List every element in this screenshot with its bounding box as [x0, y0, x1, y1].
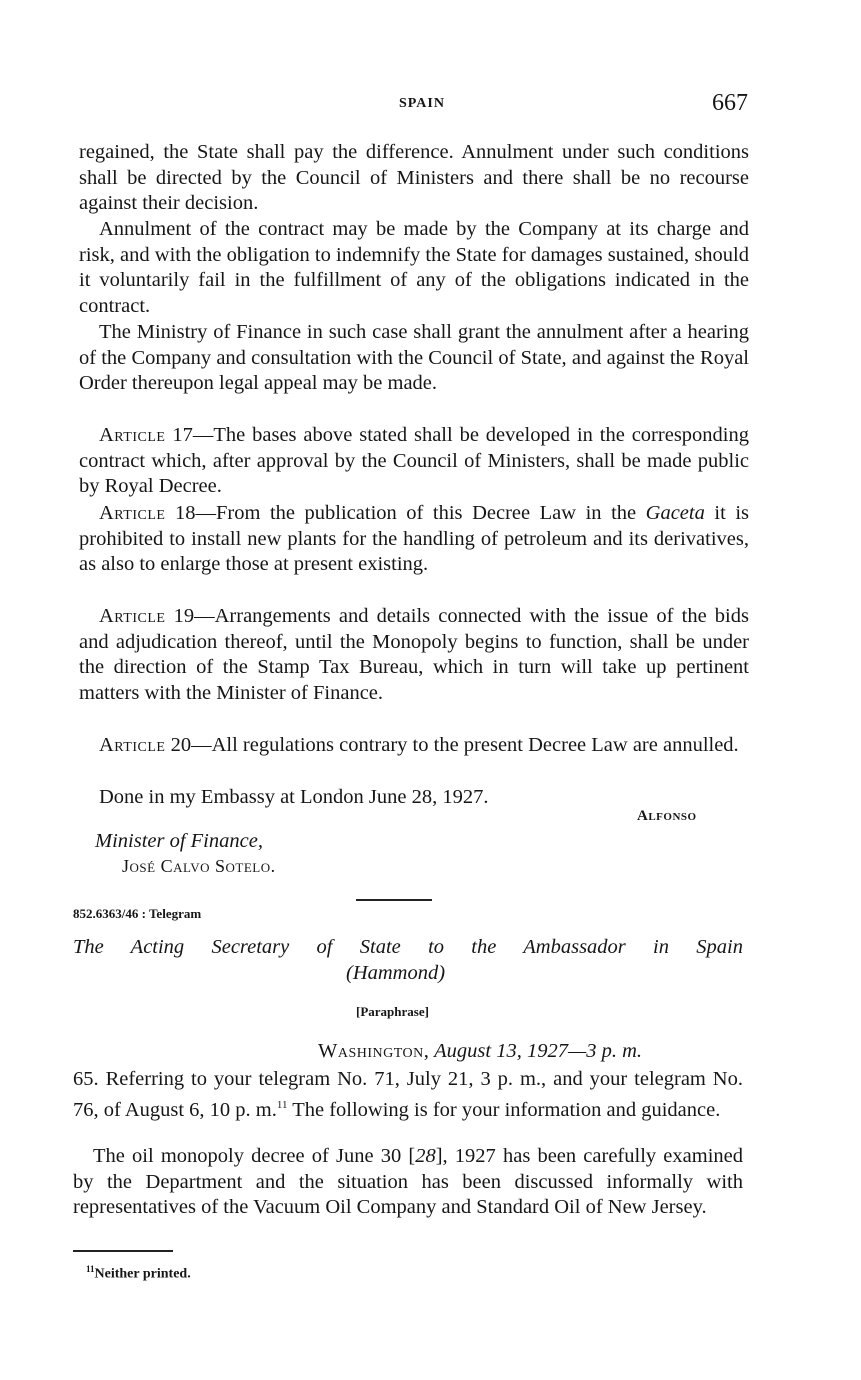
article-label: Article — [99, 734, 166, 756]
dateline-place: Washington, — [318, 1040, 430, 1062]
article-text: 18—From the publication of this Decree Law in the — [165, 502, 646, 524]
telegram-heading: The Acting Secretary of State to the Ambassador in Spain — [73, 936, 743, 958]
running-head-title: SPAIN — [399, 96, 445, 111]
article-text: 17—The bases above stated shall be developed in the corresponding contract which, after approval by the Council of Ministers, shall be made public by Royal Decree. — [79, 424, 749, 498]
footnote-marker: 11 — [86, 1264, 95, 1274]
article-text: 20—All regulations contrary to the present Decree Law are annulled. — [165, 734, 739, 756]
paragraph-text: ], 1927 has been carefully examined by the Department and the situation has been discussed informally with representatives of the Vacuum Oil Company and Standard Oil of New Jersey. — [73, 1145, 743, 1219]
footnote — [86, 1264, 191, 1283]
article-18 — [79, 501, 749, 578]
article-label: Article — [99, 424, 166, 446]
gaceta-title: Gaceta — [645, 502, 705, 524]
telegram-paragraph-65 — [73, 1067, 743, 1123]
bracketed-correction: 28 — [415, 1145, 436, 1167]
paraphrase-note: [Paraphrase] — [356, 1004, 429, 1019]
article-label: Article — [99, 502, 166, 524]
signer-alfonso: Alfonso — [637, 808, 697, 824]
article-text: it is prohibited to install new plants for the handling of petroleum and its derivatives, as also to enlarge those at present existing. — [79, 502, 749, 576]
paragraph-text: The oil monopoly decree of June 30 [ — [93, 1145, 416, 1167]
article-17 — [79, 423, 749, 500]
paragraph-regained: regained, the State shall pay the difference. Annulment under such conditions shall be directed by the Council of Ministers and there shall be no recourse against their decision. — [79, 141, 749, 215]
article-19 — [79, 604, 749, 707]
footnote-text: Neither printed. — [94, 1266, 191, 1282]
article-label: Article — [99, 605, 166, 627]
article-20 — [79, 733, 749, 759]
footnote-ref: 11 — [276, 1098, 288, 1111]
footnote-divider — [73, 1250, 173, 1252]
paragraph-ministry: The Ministry of Finance in such case shall grant the annulment after a hearing of the Company and consultation with the Council of State, and against the Royal Order thereupon legal appeal may be made. — [79, 321, 749, 395]
done-line: Done in my Embassy at London June 28, 1927. — [99, 786, 489, 808]
dateline-date: August 13, 1927—3 p. m. — [429, 1040, 642, 1062]
dateline — [318, 1040, 642, 1063]
paragraph-text: 65. Referring to your telegram No. 71, July 21, 3 p. m., and your telegram No. 76, of August 6, 10 p. m. — [73, 1068, 743, 1121]
paragraph-annulment: Annulment of the contract may be made by the Company at its charge and risk, and with the obligation to indemnify the State for damages sustained, should it voluntarily fail in the fulfillment of any of the obligations indicated in the contract. — [79, 218, 749, 318]
file-reference: 852.6363/46 : Telegram — [73, 906, 202, 921]
article-text: 19—Arrangements and details connected with the issue of the bids and adjudication thereof, until the Monopoly begins to function, shall be under the direction of the Stamp Tax Bureau, which in turn will take up pertinent matters with the Minister of Finance. — [79, 605, 749, 705]
section-divider — [356, 899, 432, 901]
paragraph-text: The following is for your information and guidance. — [287, 1098, 721, 1121]
minister-name: José Calvo Sotelo. — [122, 856, 276, 876]
telegram-paragraph-decree — [73, 1144, 743, 1221]
telegram-heading-addressee: (Hammond) — [346, 962, 446, 984]
minister-title: Minister of Finance, — [95, 830, 263, 852]
page-number: 667 — [712, 90, 748, 116]
